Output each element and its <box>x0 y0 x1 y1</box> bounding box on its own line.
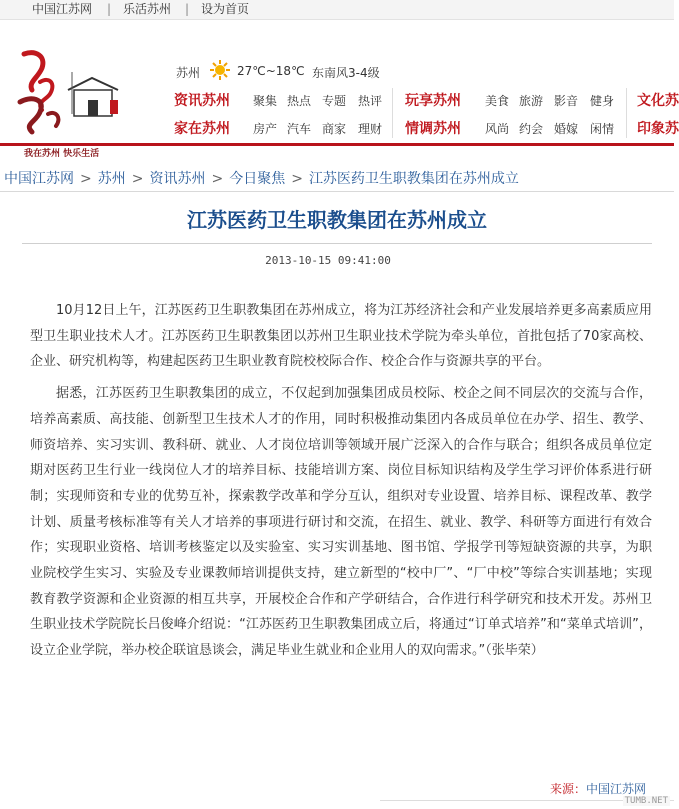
breadcrumb-sep: > <box>131 171 144 187</box>
weather-wind: 东南风3-4级 <box>312 66 380 80</box>
nav-item[interactable]: 约会 <box>519 122 544 136</box>
nav-item[interactable]: 汽车 <box>287 122 312 136</box>
nav-head-news[interactable]: 资讯苏州 <box>174 93 230 109</box>
nav-divider <box>626 88 627 138</box>
top-link-lehuo[interactable]: 乐活苏州 <box>123 2 172 16</box>
article-paragraph: 10月12日上午，江苏医药卫生职教集团在苏州成立，将为江苏经济社会和产业发展培养更多高素质应用型卫生职业技术人才。江苏医药卫生职教集团以苏州卫生职业技术学院为牵头单位，首批包括了70家高校、企业、研究机构等，构建起医药卫生职业教育院校校际合作、校企合作与资源共享的平台。 <box>30 303 652 370</box>
nav-head-impression[interactable]: 印象苏 <box>637 121 679 137</box>
top-separator: | <box>185 2 190 16</box>
logo-slogan: 我在苏州 快乐生活 <box>24 149 100 159</box>
watermark: TUMB.NET <box>624 796 668 806</box>
breadcrumb-current[interactable]: 江苏医药卫生职教集团在苏州成立 <box>308 171 519 187</box>
article-body <box>30 298 652 670</box>
source-link[interactable]: 中国江苏网 <box>585 782 646 796</box>
nav-item[interactable]: 聚集 <box>253 94 278 108</box>
breadcrumb-sep: > <box>80 171 92 187</box>
article-source <box>550 780 646 797</box>
sun-icon <box>209 59 231 84</box>
top-link-set-home[interactable]: 设为首页 <box>201 2 250 16</box>
breadcrumb-item[interactable]: 资讯苏州 <box>149 171 206 187</box>
article-title: 江苏医药卫生职教集团在苏州成立 <box>187 208 487 232</box>
breadcrumb-item[interactable]: 苏州 <box>97 171 126 187</box>
source-label: 来源： <box>549 782 586 796</box>
nav-item[interactable]: 闲情 <box>590 122 615 136</box>
breadcrumb-sep: > <box>211 171 224 187</box>
header-red-rule <box>0 143 674 146</box>
breadcrumb-divider <box>0 191 674 192</box>
nav-item[interactable]: 热点 <box>287 94 312 108</box>
weather-temp: 27℃~18℃ <box>237 64 305 78</box>
top-bar <box>0 0 674 20</box>
nav-item[interactable]: 婚嫁 <box>554 122 579 136</box>
nav-item[interactable]: 房产 <box>253 122 278 136</box>
top-link-jsnet[interactable]: 中国江苏网 <box>32 2 93 16</box>
article-date: 2013-10-15 09:41:00 <box>265 254 391 267</box>
nav-item[interactable]: 影音 <box>554 94 579 108</box>
breadcrumb-sep: > <box>291 171 303 187</box>
nav-head-home[interactable]: 家在苏州 <box>174 121 230 137</box>
nav-item[interactable]: 理财 <box>358 122 383 136</box>
nav-head-play[interactable]: 玩享苏州 <box>405 93 461 109</box>
nav-item[interactable]: 商家 <box>322 122 347 136</box>
nav-item[interactable]: 健身 <box>590 94 615 108</box>
nav-head-culture[interactable]: 文化苏 <box>637 93 679 109</box>
nav-item[interactable]: 旅游 <box>519 94 544 108</box>
title-divider <box>22 243 652 244</box>
nav-item[interactable]: 专题 <box>322 94 347 108</box>
nav-head-mood[interactable]: 情调苏州 <box>405 121 461 137</box>
nav-item[interactable]: 热评 <box>358 94 383 108</box>
breadcrumb-item[interactable]: 今日聚焦 <box>229 171 286 187</box>
breadcrumb-item[interactable]: 中国江苏网 <box>4 171 74 187</box>
nav-divider <box>392 88 393 138</box>
nav-item[interactable]: 风尚 <box>485 122 510 136</box>
site-header <box>0 20 679 159</box>
top-separator: | <box>107 2 112 16</box>
weather-city: 苏州 <box>176 66 201 80</box>
breadcrumb <box>4 168 519 188</box>
article-paragraph: 据悉，江苏医药卫生职教集团的成立，不仅起到加强集团成员校际、校企之间不同层次的交流与合作，培养高素质、高技能、创新型卫生技术人才的作用，同时积极推动集团内各成员单位在办学、招生、教学、师资培养、实习实训、教科研、就业、人才岗位培训等领域开展广泛深入的合作与联合；组织各成员单位定期对医药卫生行业一线岗位人才的培养目标、技能培训方案、岗位目标知识结构及学生学习评价体系进行研制；实现师资和专业的优势互补，探索教学改革和学分互认，组织对专业设置、培养目标、课程改革、教学计划、质量考核标准等有关人才培养的事项进行研讨和交流，在招生、就业、教学、科研等方面进行有效合作；实现职业资格、培训考核鉴定以及实验室、实习实训基地、图书馆、学报学刊等短缺资源的共享，为职业院校学生实习、实验及专业课教师培训提供支持，建立新型的“校中厂”、“厂中校”等综合实训基地；实现教育教学资源和企业资源的相互共享，开展校企合作和产学研结合，合作进行科学研究和技术开发。苏州卫生职业技术学院院长吕俊峰介绍说：“江苏医药卫生职教集团成立后，将通过“订单式培养”和“菜单式培训”，设立企业学院，举办校企联谊恳谈会，满足毕业生就业和企业用人的双向需求。”（张毕荣） <box>30 386 652 659</box>
nav-item[interactable]: 美食 <box>485 94 510 108</box>
